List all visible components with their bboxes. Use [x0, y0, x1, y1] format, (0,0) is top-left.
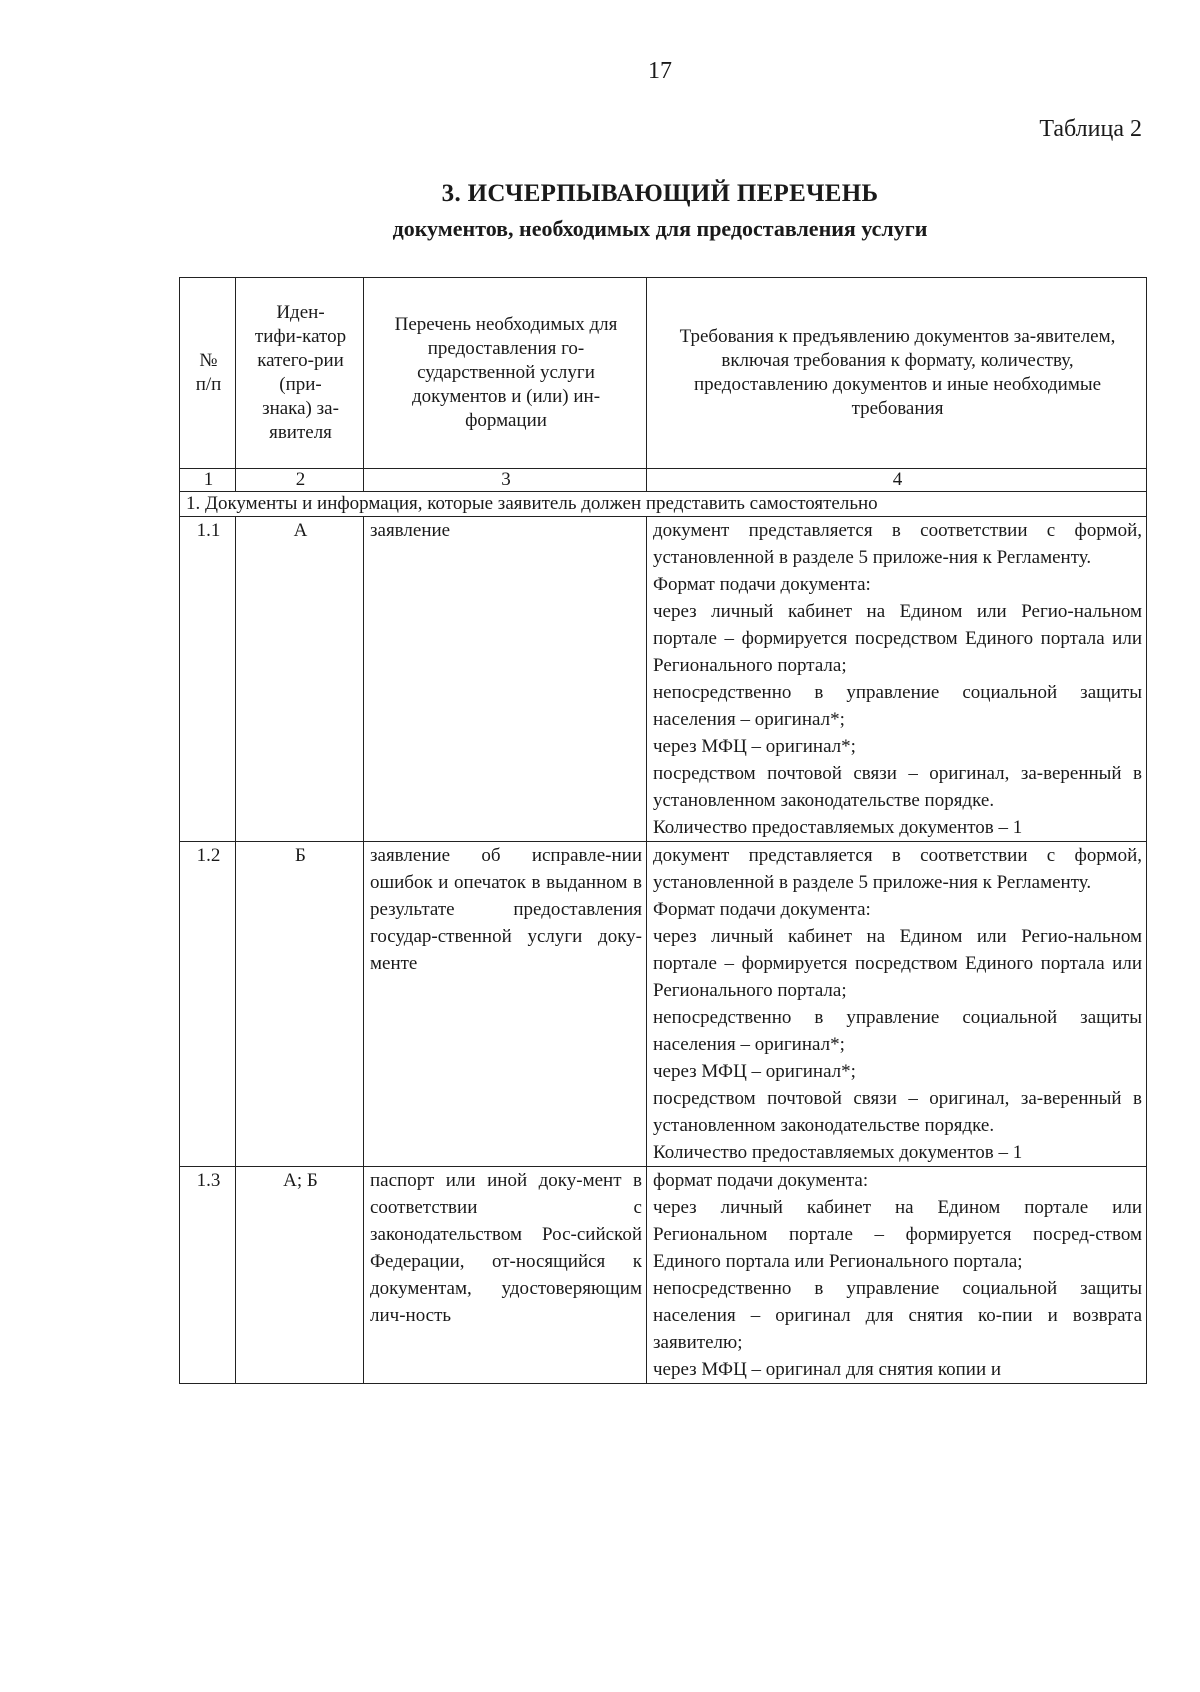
requirement-line: непосредственно в управление социальной защиты населения – оригинал*; [653, 1007, 1142, 1055]
requirement-line: посредством почтовой связи – оригинал, за-веренный в установленном законодательстве порядке. [653, 763, 1142, 811]
header-row [180, 278, 1147, 469]
requirement-line: документ представляется в соответствии с формой, установленной в разделе 5 приложе-ния к Регламенту. [653, 845, 1142, 893]
row-number: 1.3 [180, 1167, 236, 1384]
document-subtitle: документов, необходимых для предоставления услуги [392, 216, 928, 241]
document-name: паспорт или иной доку-мент в соответствии с законодательством Рос-сийской Федерации, от-носящийся к документам, удостоверяющим лич-ность [364, 1167, 647, 1384]
row-number: 1.2 [180, 842, 236, 1167]
requirement-line: Количество предоставляемых документов – 1 [653, 817, 1023, 838]
category-id: Б [236, 842, 364, 1167]
header-requirements: Требования к предъявлению документов за-явителем, включая требования к формату, количеству, предоставлению документов и иные необходимые требования [647, 278, 1147, 469]
document-name: заявление об исправле-нии ошибок и опечаток в выданном в результате предоставления государ-ственной услуги доку-менте [364, 842, 647, 1167]
requirement-line: через МФЦ – оригинал*; [653, 1061, 856, 1082]
category-id: А [236, 517, 364, 842]
document-name: заявление [364, 517, 647, 842]
table-row [180, 517, 1147, 842]
requirement-line: через личный кабинет на Едином портале или Региональном портале – формируется посред-ством Единого портала или Регионального портала; [653, 1197, 1142, 1272]
requirement-line: Количество предоставляемых документов – 1 [653, 1142, 1023, 1163]
row-number: 1.1 [180, 517, 236, 842]
requirement-line: документ представляется в соответствии с формой, установленной в разделе 5 приложе-ния к Регламенту. [653, 520, 1142, 568]
document-requirements [647, 517, 1147, 842]
requirement-line: через МФЦ – оригинал*; [653, 736, 856, 757]
column-number-row [180, 469, 1147, 492]
table-row [180, 1167, 1147, 1384]
table-row [180, 842, 1147, 1167]
table-label: Таблица 2 [1039, 116, 1142, 142]
section-row [180, 492, 1147, 517]
documents-table [179, 277, 1147, 1384]
requirement-line: через МФЦ – оригинал для снятия копии и [653, 1359, 1002, 1380]
column-number: 4 [647, 469, 1147, 492]
category-id: А; Б [236, 1167, 364, 1384]
document-requirements [647, 842, 1147, 1167]
header-document-list: Перечень необходимых для предоставления го-сударственной услуги документов и (или) ин-формации [364, 278, 647, 469]
document-title: 3. ИСЧЕРПЫВАЮЩИЙ ПЕРЕЧЕНЬ [441, 180, 879, 207]
header-category-id: Иден-тифи-катор катего-рии (при-знака) за-явителя [236, 278, 364, 469]
header-number: № п/п [180, 278, 236, 469]
column-number: 1 [180, 469, 236, 492]
requirement-line: непосредственно в управление социальной защиты населения – оригинал для снятия ко-пии и возврата заявителю; [653, 1278, 1142, 1353]
requirement-line: непосредственно в управление социальной защиты населения – оригинал*; [653, 682, 1142, 730]
document-requirements [647, 1167, 1147, 1384]
requirement-line: формат подачи документа: [653, 1170, 869, 1191]
requirement-line: через личный кабинет на Едином или Регио-нальном портале – формируется посредством Единого портала или Регионального портала; [653, 601, 1142, 676]
column-number: 2 [236, 469, 364, 492]
requirement-line: посредством почтовой связи – оригинал, за-веренный в установленном законодательстве порядке. [653, 1088, 1142, 1136]
page-number: 17 [648, 58, 672, 84]
requirement-line: Формат подачи документа: [653, 574, 871, 595]
requirement-line: Формат подачи документа: [653, 899, 871, 920]
column-number: 3 [364, 469, 647, 492]
requirement-line: через личный кабинет на Едином или Регио-нальном портале – формируется посредством Единого портала или Регионального портала; [653, 926, 1142, 1001]
section-title: 1. Документы и информация, которые заявитель должен представить самостоятельно [180, 492, 1147, 517]
